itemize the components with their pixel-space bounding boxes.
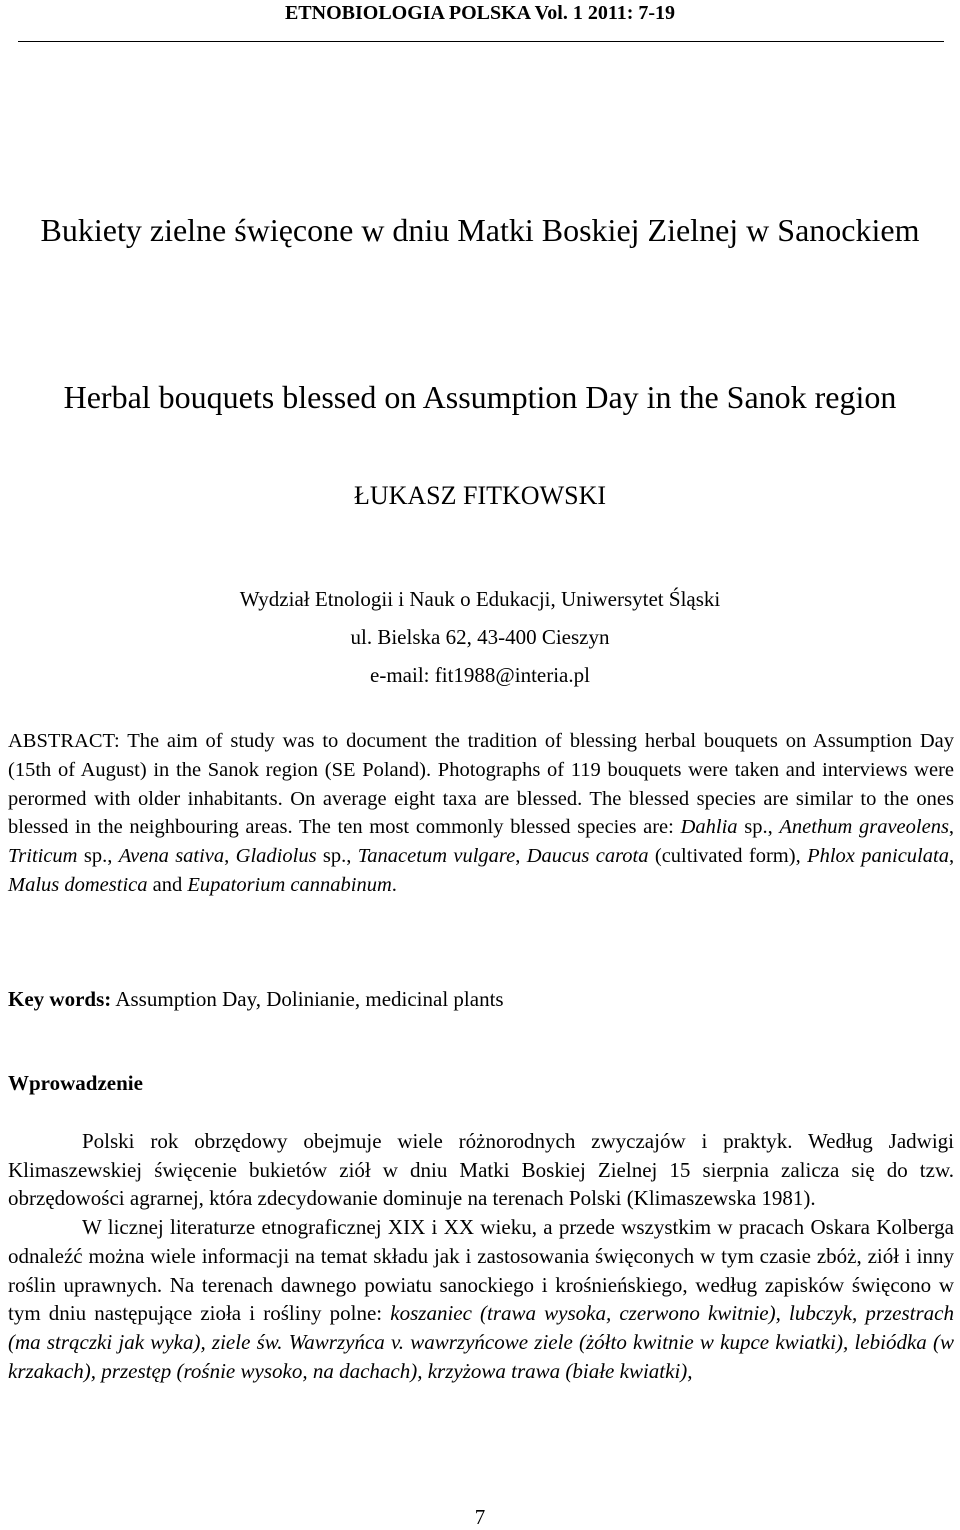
species-name: Daucus carota [526,845,649,868]
species-name: Phlox paniculata [807,845,949,868]
abstract-label: ABSTRACT: [8,730,120,752]
species-name: Triticum [8,845,78,868]
introduction-body [8,1127,954,1385]
header-rule [18,41,944,42]
page-number: 7 [474,1505,486,1529]
species-name: Gladiolus [235,845,317,868]
species-name: Tanacetum vulgare [357,845,516,868]
abstract-separator: . [391,873,397,896]
abstract-separator: (cultivated form), [654,845,801,868]
intro-paragraph [8,1213,954,1385]
species-name: Eupatorium cannabinum [187,873,392,896]
species-name: Anethum graveolens [779,816,949,839]
abstract-separator: sp., [744,816,773,839]
title-polish: Bukiety zielne święcone w dniu Matki Boskiej Zielnej w Sanockiem [40,212,920,248]
intro-paragraph-italic: koszaniec (trawa wysoka, czerwono kwitnie), lubczyk, przestrach (ma strączki jak wyka), ziele św. Wawrzyńca v. wawrzyńcowe ziele (żółto kwitnie w kupce kwiatki), lebiódka (w krzakach), przestęp (rośnie wysoko, na dachach), krzyżowa trawa (białe kwiatki), [8,1301,955,1383]
abstract [8,727,954,900]
author-affiliation-block [0,580,960,694]
section-heading: Wprowadzenie [8,1071,143,1095]
abstract-separator: , [515,845,521,868]
affiliation: Wydział Etnologii i Nauk o Edukacji, Uniwersytet Śląski [239,587,721,611]
intro-paragraph-text: W licznej literaturze etnograficznej XIX i XX wieku, a przede wszystkim w pracach Oskara Kolberga odnaleźć można wiele informacji na temat składu jak i zastosowania święconych w tym czasie zbóż, ziół i inny roślin uprawnych. Na terenach dawnego powiatu sanockiego i krośnieńskiego, według zapisków święcono w tym dniu następujące zioła i rośliny polne: [8,1215,954,1326]
author-name: ŁUKASZ FITKOWSKI [353,481,607,510]
address: ul. Bielska 62, 43-400 Cieszyn [350,625,610,649]
abstract-separator: and [152,873,183,896]
abstract-separator: , [948,816,955,839]
email: e-mail: fit1988@interia.pl [370,663,590,687]
species-name: Dahlia [680,816,738,839]
species-name: Malus domestica [8,873,148,896]
abstract-separator: sp., [322,845,352,868]
abstract-separator: sp., [83,845,113,868]
keywords-label: Key words: [8,987,112,1011]
title-english: Herbal bouquets blessed on Assumption Day in the Sanok region [63,379,897,415]
keywords [8,985,954,1013]
abstract-text: The aim of study was to document the tradition of blessing herbal bouquets on Assumption Day (15th of August) in the Sanok region (SE Poland). Photographs of 119 bouquets were taken and interviews were perormed with older inhabitants. On average eight taxa are blessed. The blessed species are similar to the ones blessed in the neighbouring areas. The ten most commonly blessed species are: [8,730,954,839]
species-name: Avena sativa [118,845,225,868]
intro-paragraph: Polski rok obrzędowy obejmuje wiele różnorodnych zwyczajów i praktyk. Według Jadwigi Klimaszewskiej święcenie bukietów ziół w dniu Matki Boskiej Zielnej 15 sierpnia zalicza się do tzw. obrzędowości agrarnej, która zdecydowanie dominuje na terenach Polski (Klimaszewska 1981). [8,1129,954,1211]
abstract-separator: , [948,845,955,868]
keywords-text: Assumption Day, Dolinianie, medicinal plants [115,987,504,1011]
abstract-separator: , [224,845,230,868]
journal-header: ETNOBIOLOGIA POLSKA Vol. 1 2011: 7-19 [284,2,676,24]
